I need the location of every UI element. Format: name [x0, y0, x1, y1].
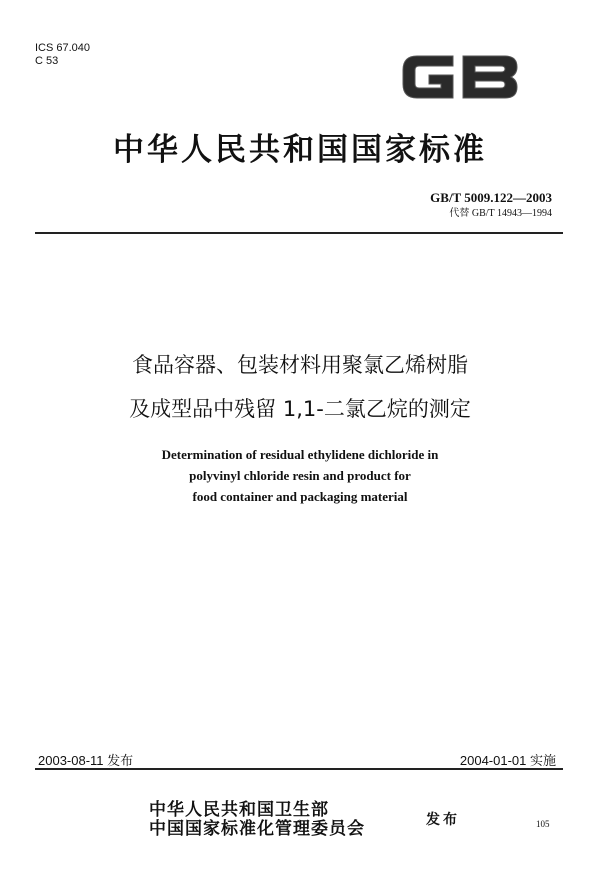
- english-title-line-1: Determination of residual ethylidene dichloride in: [161, 447, 439, 462]
- national-standard-title: 中华人民共和国国家标准: [113, 132, 487, 168]
- bottom-divider: [35, 768, 563, 770]
- english-title-line-2: polyvinyl chloride resin and product for: [189, 468, 411, 483]
- classification-codes: [35, 42, 90, 68]
- issue-date: 2003-08-11 发布: [38, 753, 134, 768]
- gb-logo-icon: [395, 48, 525, 106]
- replaces-standard: 代替 GB/T 14943—1994: [449, 208, 552, 219]
- english-title-line-3: food container and packaging material: [192, 489, 408, 504]
- top-divider: [35, 232, 563, 234]
- publish-label: 发布: [426, 812, 460, 828]
- ics-code: ICS 67.040: [35, 42, 91, 54]
- issuing-authority-1: 中华人民共和国卫生部: [149, 800, 329, 820]
- chinese-title-line-2: 及成型品中残留 1,1-二氯乙烷的测定: [129, 397, 471, 421]
- implementation-date: 2004-01-01 实施: [459, 753, 556, 768]
- issuing-authority-2: 中国国家标准化管理委员会: [149, 819, 365, 839]
- ccs-code: C 53: [35, 55, 59, 67]
- standard-number: GB/T 5009.122—2003: [430, 190, 552, 205]
- chinese-title-line-1: 食品容器、包装材料用聚氯乙烯树脂: [132, 353, 468, 377]
- page-number: 105: [536, 819, 550, 829]
